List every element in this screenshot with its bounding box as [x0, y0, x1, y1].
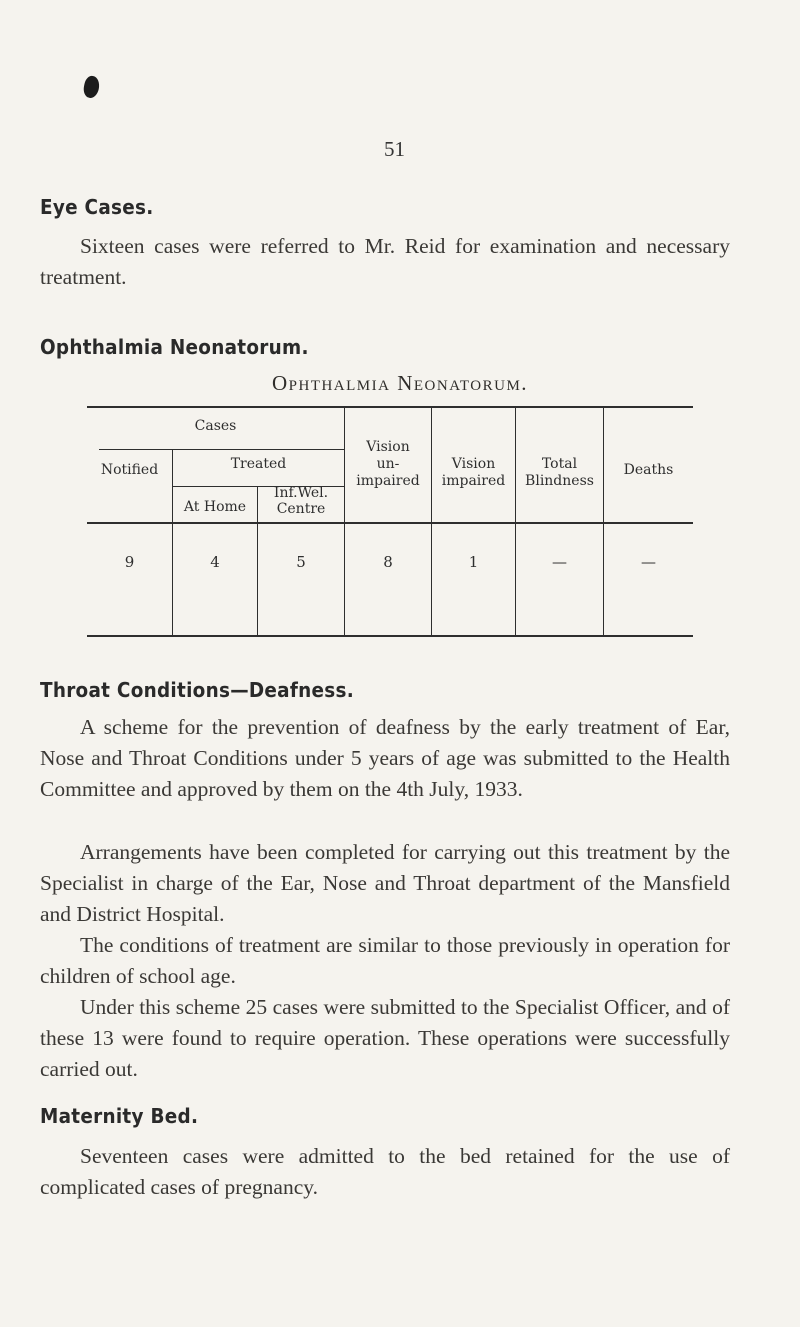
value-at-home: 4	[210, 553, 220, 571]
header-total-blindness-line2: Blindness	[525, 473, 594, 489]
maternity-text: Seventeen cases were admitted to the bed retained for the use of complicated cases of pregnancy.	[40, 1144, 730, 1199]
col-rule-1	[172, 450, 173, 636]
header-vision-unimpaired-line3: impaired	[356, 473, 420, 489]
header-vision-impaired-line2: impaired	[441, 473, 506, 489]
cases-underline	[99, 449, 344, 450]
col-rule-4	[431, 406, 432, 636]
throat-paragraph-1: A scheme for the prevention of deafness by the early treatment of Ear, Nose and Throat Conditions under 5 years of age was submitted to the Health Committee and approved by them on the 4th July, 1933.	[40, 715, 730, 801]
header-treated: Treated	[230, 456, 287, 472]
table-title: Ophthalmia Neonatorum.	[271, 371, 529, 395]
header-at-home: At Home	[183, 499, 247, 515]
header-inf-wel-line1: Inf.Wel.	[273, 485, 329, 501]
value-inf-wel-centre: 5	[296, 553, 306, 571]
header-notified: Notified	[100, 462, 159, 478]
header-cases: Cases	[194, 418, 237, 434]
throat-paragraph-3: The conditions of treatment are similar to those previously in operation for children of school age.	[40, 933, 730, 988]
throat-paragraph-2: Arrangements have been completed for carrying out this treatment by the Specialist in charge of the Ear, Nose and Throat department of the Mansfield and District Hospital.	[40, 840, 730, 926]
ink-blot	[82, 75, 101, 100]
col-rule-5	[515, 406, 516, 636]
value-deaths: —	[641, 553, 656, 571]
header-total-blindness-line1: Total	[541, 456, 578, 472]
value-vision-impaired: 1	[468, 553, 479, 571]
value-total-blindness: —	[552, 553, 567, 571]
ophthalmia-table	[87, 406, 693, 636]
ophthalmia-heading: Ophthalmia Neonatorum.	[40, 335, 309, 359]
header-vision-unimpaired-line1: Vision	[366, 439, 410, 455]
header-vision-unimpaired-line2: un-	[376, 456, 400, 472]
value-vision-unimpaired: 8	[383, 553, 393, 571]
value-notified: 9	[124, 553, 135, 571]
eye-cases-text: Sixteen cases were referred to Mr. Reid for examination and necessary treatment.	[40, 234, 730, 289]
page-number: 51	[384, 137, 405, 161]
header-vision-impaired-line1: Vision	[451, 456, 496, 472]
throat-heading: Throat Conditions—Deafness.	[40, 678, 355, 702]
header-inf-wel-line2: Centre	[276, 501, 326, 517]
col-rule-6	[603, 406, 604, 636]
eye-cases-heading: Eye Cases.	[40, 195, 154, 219]
throat-paragraph-4: Under this scheme 25 cases were submitted to the Specialist Officer, and of these 13 were found to require operation. These operations were successfully carried out.	[40, 995, 730, 1081]
maternity-heading: Maternity Bed.	[40, 1104, 199, 1128]
header-deaths: Deaths	[623, 462, 674, 478]
